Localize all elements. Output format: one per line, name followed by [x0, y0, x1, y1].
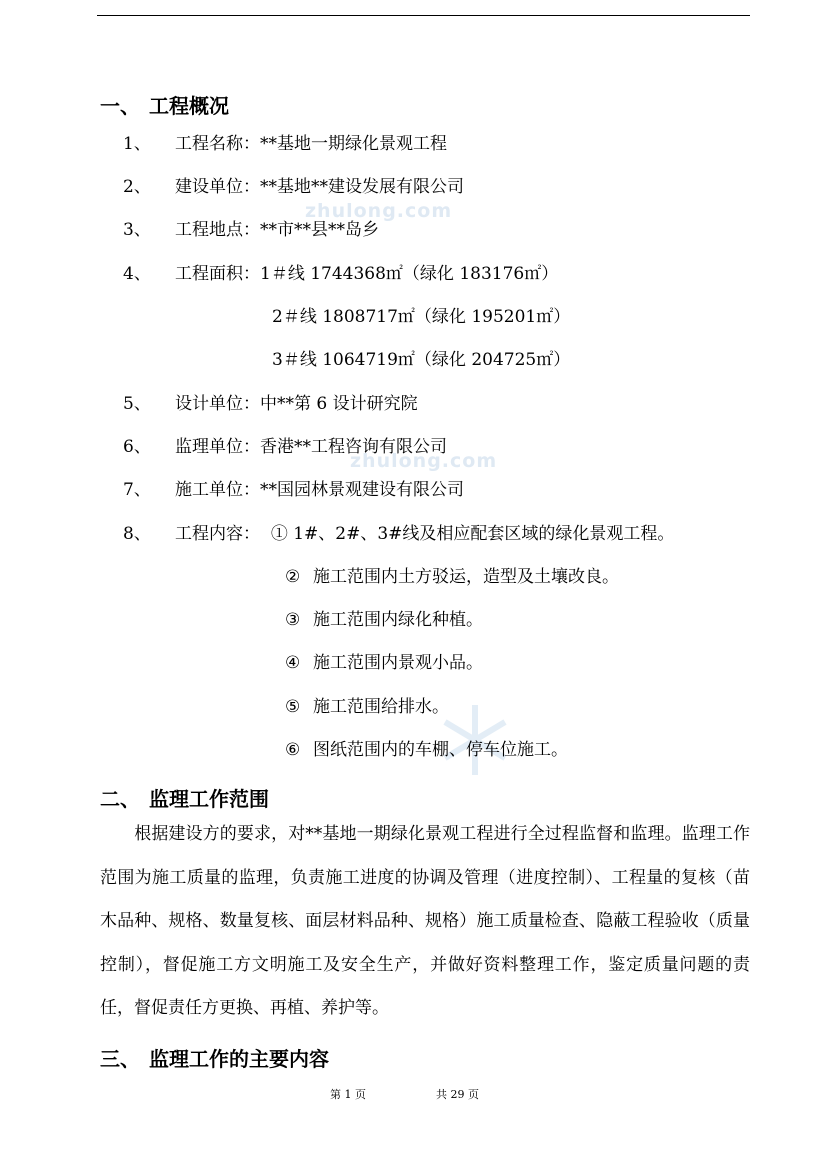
- section-heading-3: [100, 1043, 329, 1072]
- section-heading-1: [100, 90, 229, 119]
- header-rule: [97, 15, 750, 16]
- content-item: ③ 施工范围内绿化种植。: [285, 610, 483, 630]
- watermark: zhulong.com: [305, 200, 453, 222]
- item-number: 1、: [123, 134, 151, 154]
- item-number: 5、: [123, 394, 151, 414]
- item-text: 设计单位：中**第 6 设计研究院: [175, 394, 418, 414]
- item-text: 监理单位：香港**工程咨询有限公司: [175, 437, 447, 457]
- item-text: 工程面积：1＃线 1744368㎡（绿化 183176㎡）: [175, 264, 559, 284]
- page-total: 共 29 页: [436, 1088, 479, 1101]
- item-number: 3、: [123, 220, 151, 240]
- area-line-3: 3＃线 1064719㎡（绿化 204725㎡）: [272, 350, 571, 370]
- paragraph-text: 根据建设方的要求，对**基地一期绿化景观工程进行全过程监督和监理。监理工作范围为施工质量的监理，负责施工进度的协调及管理（进度控制）、工程量的复核（苗木品种、规格、数量复核、面层材料品种、规格）施工质量检查、隐蔽工程验收（质量控制），督促施工方文明施工及安全生产，并做好资料整理工作，鉴定质量问题的责任，督促责任方更换、再植、养护等。: [100, 824, 750, 1018]
- section-title: 工程概况: [149, 94, 229, 118]
- item-text: 建设单位：**基地**建设发展有限公司: [175, 177, 464, 197]
- content-item: ② 施工范围内土方驳运，造型及土壤改良。: [285, 567, 619, 587]
- item-number: 7、: [123, 480, 151, 500]
- section-title: 监理工作范围: [149, 787, 269, 811]
- item-text: 工程名称：**基地一期绿化景观工程: [175, 134, 447, 154]
- item-number: 6、: [123, 437, 151, 457]
- item-text: 工程内容： ① 1#、2#、3#线及相应配套区域的绿化景观工程。: [175, 524, 675, 544]
- content-item: ⑥ 图纸范围内的车棚、停车位施工。: [285, 740, 568, 760]
- watermark: zhulong.com: [350, 450, 498, 472]
- section-2-paragraph: [100, 813, 750, 1031]
- item-text: 工程地点：**市**县**岛乡: [175, 220, 379, 240]
- content-item: ④ 施工范围内景观小品。: [285, 653, 483, 673]
- content-item: ⑤ 施工范围给排水。: [285, 697, 449, 717]
- item-number: 4、: [123, 264, 151, 284]
- item-number: 2、: [123, 177, 151, 197]
- section-number: 一、: [100, 94, 140, 118]
- section-title: 监理工作的主要内容: [149, 1047, 329, 1071]
- area-line-2: 2＃线 1808717㎡（绿化 195201㎡）: [272, 307, 571, 327]
- page-number: 第 1 页: [330, 1088, 366, 1101]
- section-heading-2: [100, 783, 269, 812]
- item-number: 8、: [123, 524, 151, 544]
- item-text: 施工单位：**国园林景观建设有限公司: [175, 480, 464, 500]
- section-number: 三、: [100, 1047, 140, 1071]
- section-number: 二、: [100, 787, 140, 811]
